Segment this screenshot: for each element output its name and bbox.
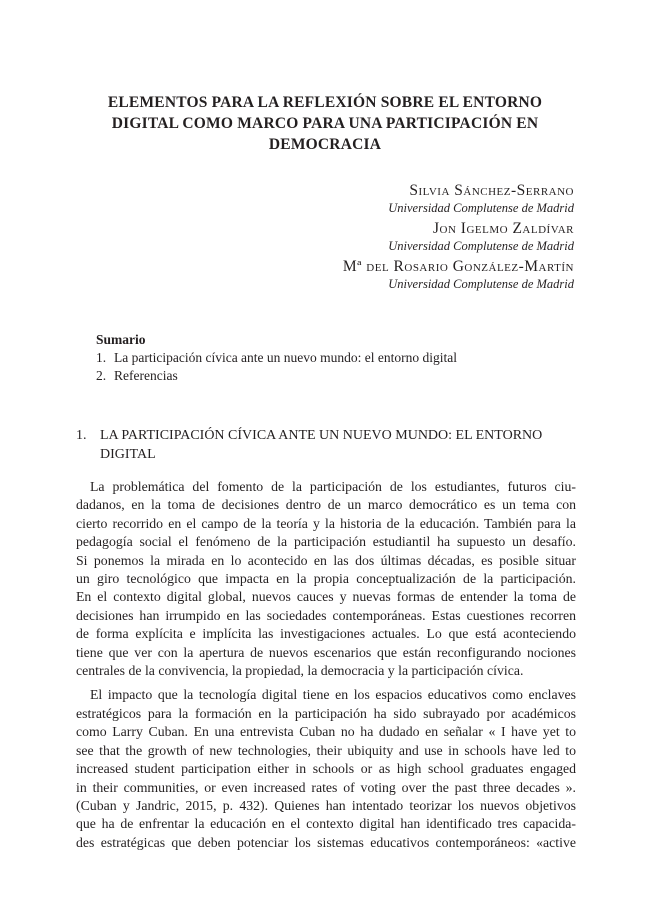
body-text <box>76 478 576 858</box>
summary-title: Sumario <box>96 332 146 347</box>
author-name: Mª del Rosario González-Martín <box>342 258 574 275</box>
text-line: des estratégicas que deben potenciar los sistemas educativos contemporáneos: «active <box>76 834 576 850</box>
author-affiliation: Universidad Complutense de Madrid <box>388 239 574 253</box>
text-line: El impacto que la tecnología digital tiene en los espacios educativos como enclaves <box>90 687 576 703</box>
text-line: centrales de la convivencia, la propiedad, la democracia y la participación cívica. <box>76 663 524 679</box>
text-line: En el contexto digital global, nuevos cauces y nuevas formas de entender la toma de <box>76 589 576 605</box>
article-title <box>75 92 575 155</box>
title-line: DEMOCRACIA <box>268 136 382 153</box>
section-title-line: DIGITAL <box>100 447 156 462</box>
text-line: (Cuban y Jandric, 2015, p. 432). Quienes han intentado teorizar los nuevos objetivos <box>76 797 576 813</box>
author-name: Silvia Sánchez-Serrano <box>409 182 574 199</box>
section-title-line: LA PARTICIPACIÓN CÍVICA ANTE UN NUEVO MUNDO: EL ENTORNO <box>100 428 543 443</box>
section-heading <box>76 426 576 464</box>
text-line: de forma explícita e implícita las investigaciones actuales. Lo que está aconteciendo <box>76 626 576 642</box>
summary-item <box>96 349 576 367</box>
title-line: ELEMENTOS PARA LA REFLEXIÓN SOBRE EL ENTORNO <box>107 94 543 111</box>
summary-list <box>96 349 576 385</box>
summary-item-text: La participación cívica ante un nuevo mundo: el entorno digital <box>114 350 458 365</box>
paragraph <box>76 478 576 680</box>
author-affiliation: Universidad Complutense de Madrid <box>388 201 574 215</box>
summary-item-number: 2. <box>96 368 107 383</box>
section-number: 1. <box>76 428 87 443</box>
summary-item <box>96 367 576 385</box>
text-line: un giro tecnológico que impacta en la propia conceptualización de la participación. <box>76 571 576 587</box>
text-line: in their communities, or even increased rates of voting over the past three decades ». <box>76 779 576 795</box>
text-line: cierto recorrido en el campo de la teoría y la historia de la educación. También para la <box>76 515 576 531</box>
text-line: como Larry Cuban. En una entrevista Cuban no ha dudado en señalar « I have yet to <box>76 724 576 740</box>
text-line: estratégicos para la formación en la participación ha sido subrayado por académicos <box>76 705 576 721</box>
text-line: tiene que ver con la apertura de nuevos escenarios que están reconfigurando nociones <box>76 644 576 660</box>
text-line: dadanos, en la toma de decisiones dentro de un marco democrático es un tema con <box>76 497 576 513</box>
text-line: pedagogía social el fenómeno de la participación estudiantil ha supuesto un desafío. <box>76 534 576 550</box>
text-line: see that the growth of new technologies, their ubiquity and use in schools have led to <box>76 742 576 758</box>
text-line: Si ponemos la mirada en lo acontecido en las dos últimas décadas, es posible situar <box>76 552 576 568</box>
title-line: DIGITAL COMO MARCO PARA UNA PARTICIPACIÓN EN <box>111 115 539 132</box>
text-line: increased student participation either in schools or as high school graduates engaged <box>76 761 576 777</box>
paragraph <box>76 686 576 852</box>
text-line: La problemática del fomento de la participación de los estudiantes, futuros ciu- <box>90 479 576 494</box>
summary-item-number: 1. <box>96 350 107 365</box>
author-affiliation: Universidad Complutense de Madrid <box>388 277 574 291</box>
author-block <box>343 181 574 295</box>
summary-item-text: Referencias <box>114 368 178 383</box>
text-line: decisiones han irrumpido en las sociedades contemporáneas. Estas cuestiones recorren <box>76 607 576 623</box>
author-name: Jon Igelmo Zaldívar <box>433 220 574 237</box>
summary-box <box>96 331 576 385</box>
text-line: que ha de enfrentar la educación en el contexto digital han identificado tres capacida- <box>76 816 576 832</box>
section-title <box>100 426 542 464</box>
